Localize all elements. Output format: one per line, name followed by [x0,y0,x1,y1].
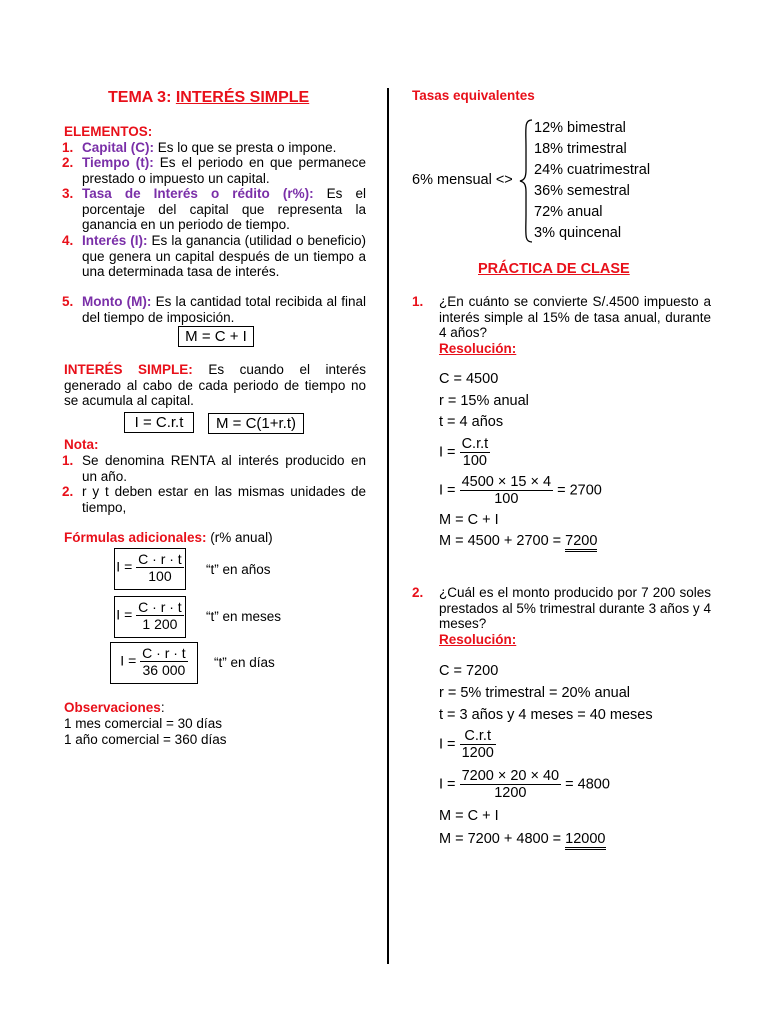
resolucion-label: Resolución: [439,632,517,647]
solution-fraction: I = $\frac{C.r.t}{100}$ [439,436,489,469]
title-main: INTERÉS SIMPLE [175,89,310,106]
solution-line: t = 3 años y 4 meses = 40 meses [439,707,653,723]
tasa-item: 36% semestral [534,183,630,199]
element-item: 4. Interés (I): Es la ganancia (utilidad o beneficio) que genera un capital después de un tiempo a una determinada tasa de interés. [62,233,366,279]
element-item: 5. Monto (M): Es la cantidad total recibida al final del tiempo de imposición. [62,294,366,325]
formula-interes-box: I = C.r.t [124,412,194,433]
solution-line: C = 7200 [439,663,499,679]
observacion-item: 1 mes comercial = 30 días [64,716,222,731]
formula-box-anios: I = $\frac{C \cdot r \cdot t}{100}$ [114,548,186,590]
problem-text: ¿En cuánto se convierte S/.4500 impuesto a interés simple al 15% de tasa anual, durante 4 años? [439,294,711,340]
formula-label-meses: “t” en meses [206,609,282,624]
tasa-item: 18% trimestral [534,141,627,157]
nota-heading: Nota: [64,437,99,452]
solution-line: M = C + I [439,512,499,528]
solution-fraction: I = $\frac{7200 \times 20 \times 40}{1200}$ = 4800 [439,768,610,801]
formula-box-meses: I = $\frac{C \cdot r \cdot t}{1 200}$ [114,596,186,638]
problem-text: ¿Cuál es el monto producido por 7 200 soles prestados al 5% trimestral durante 3 años y 4 meses? [439,585,711,631]
solution-final: M = 7200 + 4800 = 12000 [439,831,606,847]
solution-line: t = 4 años [439,414,504,430]
title-prefix: TEMA 3: [108,89,176,106]
curly-brace-icon [518,118,534,244]
tasas-list [534,120,714,246]
formulas-heading-line: Fórmulas adicionales: (r% anual) [64,530,273,545]
problem-number: 2. [412,585,424,600]
element-item: 3. Tasa de Interés o rédito (r%): Es el porcentaje del capital que representa la ganancia en un periodo de tiempo. [62,186,366,232]
tasas-heading: Tasas equivalentes [412,88,535,103]
solution-fraction: I = $\frac{4500 \times 15 \times 4}{100}$ = 2700 [439,474,602,507]
tasa-item: 12% bimestral [534,120,626,136]
tasas-base: 6% mensual <> [412,172,513,188]
formula-label-anios: “t” en años [206,562,271,577]
solution-line: r = 15% anual [439,393,529,409]
nota-item: 1. Se denomina RENTA al interés producido en un año. [62,453,366,484]
problem-number: 1. [412,294,424,309]
solution-fraction: I = $\frac{C.r.t}{1200}$ [439,728,494,761]
tasa-item: 24% cuatrimestral [534,162,651,178]
page-title [108,89,309,107]
solution-line: r = 5% trimestral = 20% anual [439,685,631,701]
tasa-item: 72% anual [534,204,603,220]
observaciones-heading: Observaciones: [64,700,165,715]
practica-heading: PRÁCTICA DE CLASE [478,261,630,277]
column-divider [387,88,389,964]
elementos-heading: ELEMENTOS: [64,124,153,139]
formula-box-dias: I = $\frac{C \cdot r \cdot t}{36 000}$ [110,642,198,684]
formula-label-dias: “t” en días [214,655,275,670]
interes-simple-definition: INTERÉS SIMPLE: Es cuando el interés generado al cabo de cada periodo de tiempo no se acumula al capital. [64,362,366,408]
element-item: 1. Capital (C): Es lo que se presta o impone. [62,140,337,155]
nota-item: 2. r y t deben estar en las mismas unidades de tiempo, [62,484,366,515]
formula-monto2-box: M = C(1+r.t) [208,413,304,434]
resolucion-label: Resolución: [439,341,517,356]
formula-monto-box: M = C + I [178,326,254,347]
solution-final: M = 4500 + 2700 = 7200 [439,533,597,549]
solution-line: M = C + I [439,808,499,824]
element-item: 2. Tiempo (t): Es el periodo en que permanece prestado o impuesto un capital. [62,155,366,186]
tasa-item: 3% quincenal [534,225,622,241]
solution-line: C = 4500 [439,371,499,387]
observacion-item: 1 año comercial = 360 días [64,732,227,747]
